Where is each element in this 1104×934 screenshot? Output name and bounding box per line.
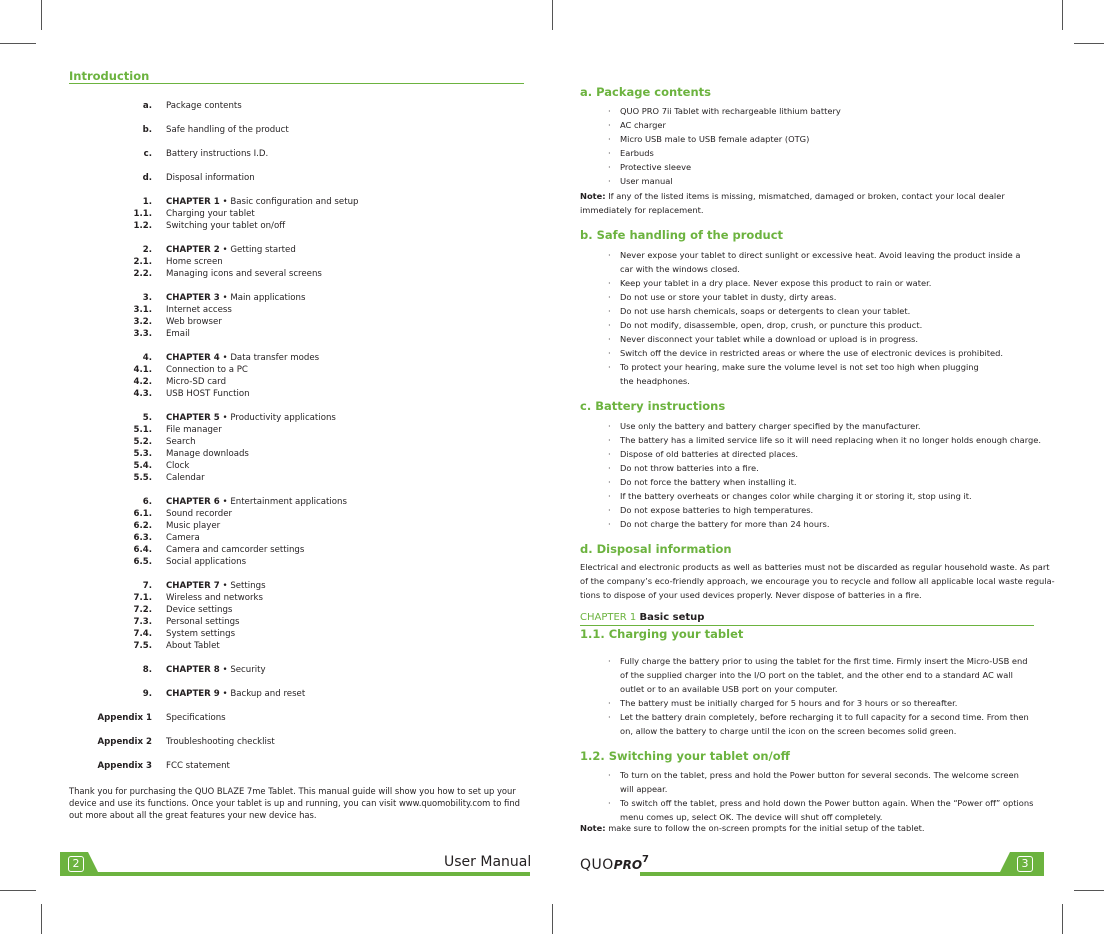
list-item [608, 160, 692, 174]
toc-chapter-label: CHAPTER 2 [166, 245, 220, 255]
toc-label: Camera [166, 533, 200, 543]
list-item-text: Earbuds [620, 148, 654, 158]
toc-number: 6.2. [133, 521, 152, 531]
toc-item[interactable] [0, 220, 1104, 232]
toc-label: FCC statement [166, 761, 230, 771]
note-label: Note: [580, 191, 606, 201]
toc-number: 3.1. [133, 305, 152, 315]
toc-number: 7.3. [133, 617, 152, 627]
toc-chapter-label: CHAPTER 6 [166, 497, 220, 507]
toc-label: Clock [166, 461, 190, 471]
list-item [608, 419, 921, 433]
toc-chapter-label: CHAPTER 8 [166, 665, 220, 675]
list-item-text: To turn on the tablet, press and hold the Power button for several seconds. The welcome screen [620, 770, 1019, 780]
toc-label [166, 352, 319, 364]
list-item-text: To protect your hearing, make sure the volume level is not set too high when plugging [620, 362, 979, 372]
toc-label: About Tablet [166, 641, 220, 651]
switching-title: 1.2. Switching your tablet on/off [580, 749, 790, 763]
crop-mark [1074, 43, 1104, 44]
toc-number: 7.1. [133, 593, 152, 603]
toc-number: 7.2. [133, 605, 152, 615]
list-item [620, 724, 956, 738]
toc-number: a. [142, 101, 152, 111]
safe-handling-title: b. Safe handling of the product [580, 228, 784, 242]
toc-chapter-label: CHAPTER 7 [166, 581, 220, 591]
toc-label: Specifications [166, 713, 226, 723]
toc-item[interactable] [0, 388, 1104, 400]
toc-number: 5.1. [133, 425, 152, 435]
brand-logo [580, 854, 649, 873]
toc-label: Disposal information [166, 173, 255, 183]
list-item-text: Do not charge the battery for more than 24 hours. [620, 519, 830, 529]
toc-item[interactable] [0, 508, 1104, 520]
toc-chapter-title: • Main applications [219, 293, 306, 303]
toc-item[interactable] [0, 544, 1104, 556]
logo-seven: 7 [642, 854, 650, 865]
bullet-icon: · [608, 698, 611, 708]
disposal-paragraph [580, 560, 1055, 602]
toc-number: 1.2. [133, 221, 152, 231]
package-contents-title: a. Package contents [580, 85, 712, 99]
list-item-text: Micro USB male to USB female adapter (OTG) [620, 134, 810, 144]
toc-chapter-title: • Security [219, 665, 266, 675]
bullet-icon: · [608, 491, 611, 501]
bullet-icon: · [608, 712, 611, 722]
chapter-1-note [580, 821, 925, 835]
toc-number: 5.5. [133, 473, 152, 483]
toc-number: 3.2. [133, 317, 152, 327]
toc-label: File manager [166, 425, 222, 435]
list-item-text: AC charger [620, 120, 666, 130]
list-item [608, 290, 837, 304]
toc-number: 4.1. [133, 365, 152, 375]
list-item-text: Use only the battery and battery charger specified by the manufacturer. [620, 421, 921, 431]
battery-instructions-title: c. Battery instructions [580, 399, 726, 413]
toc-label: Sound recorder [166, 509, 233, 519]
toc-label: Music player [166, 521, 221, 531]
crop-mark [1074, 890, 1104, 891]
intro-paragraph: Thank you for purchasing the QUO BLAZE 7me Tablet. This manual guide will show you how to set up your device and use its functions. Once your tablet is up and running, you can visit www.quomobility.com to find out more about all the great features your new device has. [69, 786, 520, 820]
toc-number: 2.1. [133, 257, 152, 267]
list-item [620, 374, 690, 388]
toc-number: d. [142, 173, 152, 183]
toc-item[interactable] [0, 316, 1104, 328]
toc-label: Switching your tablet on/off [166, 221, 286, 231]
list-item [620, 682, 838, 696]
list-item [608, 132, 810, 146]
list-item-text: menu comes up, select OK. The device will shut off completely. [620, 812, 883, 822]
toc-number: b. [142, 125, 152, 135]
list-item [608, 654, 1028, 668]
note-text: make sure to follow the on-screen prompts for the initial setup of the tablet. [605, 823, 925, 833]
toc-number: 3. [142, 293, 152, 303]
toc-label: Safe handling of the product [166, 125, 289, 135]
list-item [608, 304, 911, 318]
list-item-text: Do not force the battery when installing it. [620, 477, 797, 487]
crop-mark [552, 0, 553, 30]
crop-mark [1062, 0, 1063, 30]
right-footer-tab [640, 852, 1044, 876]
toc-chapter-label: CHAPTER 5 [166, 413, 220, 423]
bullet-icon: · [608, 362, 611, 372]
toc-label [166, 412, 336, 424]
toc-label [166, 496, 347, 508]
toc-item[interactable] [0, 172, 1104, 184]
toc-number: 3.3. [133, 329, 152, 339]
toc-number: 6.4. [133, 545, 152, 555]
list-item-text: of the supplied charger into the I/O port on the tablet, and the other end to a standard AC wall [620, 670, 1013, 680]
crop-mark [41, 904, 42, 934]
charging-title: 1.1. Charging your tablet [580, 627, 744, 641]
bullet-icon: · [608, 334, 611, 344]
list-item-text: Do not use or store your tablet in dusty, dirty areas. [620, 292, 837, 302]
toc-item[interactable] [0, 412, 1104, 424]
list-item [608, 104, 841, 118]
list-item-text: Do not use harsh chemicals, soaps or detergents to clean your tablet. [620, 306, 911, 316]
toc-label: Web browser [166, 317, 222, 327]
list-item [608, 318, 923, 332]
chapter-title: Basic setup [639, 612, 705, 623]
bullet-icon: · [608, 477, 611, 487]
toc-number: 6. [142, 497, 152, 507]
list-item [608, 118, 666, 132]
toc-chapter-label: CHAPTER 4 [166, 353, 220, 363]
toc-item[interactable] [0, 268, 1104, 280]
toc-number: 4.3. [133, 389, 152, 399]
toc-number: 8. [142, 665, 152, 675]
note-text: If any of the listed items is missing, mismatched, damaged or broken, contact your local dealer [605, 191, 1005, 201]
toc-label [166, 196, 358, 208]
list-item-text: Switch off the device in restricted areas or where the use of electronic devices is prohibited. [620, 348, 1004, 358]
list-item [608, 796, 1034, 810]
logo-pro: PRO [613, 858, 643, 872]
list-item-text: the headphones. [620, 376, 690, 386]
list-item [608, 489, 972, 503]
toc-item[interactable] [0, 328, 1104, 340]
toc-item[interactable] [0, 148, 1104, 160]
bullet-icon: · [608, 320, 611, 330]
list-item [608, 447, 799, 461]
list-item-text: User manual [620, 176, 673, 186]
bullet-icon: · [608, 421, 611, 431]
toc-number: 5.2. [133, 437, 152, 447]
toc-label: Personal settings [166, 617, 240, 627]
logo-quo: QUO [580, 857, 614, 873]
toc-chapter-title: • Settings [219, 581, 266, 591]
toc-label: Social applications [166, 557, 247, 567]
chapter-label: CHAPTER 1 [580, 612, 637, 623]
toc-number: 4.2. [133, 377, 152, 387]
toc-item[interactable] [0, 616, 1104, 628]
toc-label: Device settings [166, 605, 233, 615]
bullet-icon: · [608, 348, 611, 358]
bullet-icon: · [608, 306, 611, 316]
page-number-left: 2 [68, 856, 84, 872]
disposal-information-title: d. Disposal information [580, 542, 732, 556]
toc-number: 5. [142, 413, 152, 423]
list-item [608, 461, 759, 475]
toc-label: Search [166, 437, 196, 447]
toc-chapter-title: • Productivity applications [219, 413, 336, 423]
crop-mark [0, 890, 36, 891]
toc-label: Battery instructions I.D. [166, 149, 269, 159]
toc-label [166, 244, 296, 256]
note-label: Note: [580, 823, 606, 833]
bullet-icon: · [608, 449, 611, 459]
list-item-text: Dispose of old batteries at directed places. [620, 449, 799, 459]
toc-label: Charging your tablet [166, 209, 255, 219]
toc-label: Manage downloads [166, 449, 249, 459]
disposal-line: of the company’s eco-friendly approach, we encourage you to recycle and follow all applicable local waste regula- [580, 576, 1055, 586]
list-item-text: will appear. [620, 784, 668, 794]
toc-number: 4. [142, 353, 152, 363]
toc-chapter-title: • Entertainment applications [219, 497, 347, 507]
toc-number: 7.4. [133, 629, 152, 639]
package-note [580, 189, 1005, 217]
list-item [608, 346, 1004, 360]
toc-number: 2.2. [133, 269, 152, 279]
toc-label: Home screen [166, 257, 223, 267]
toc-chapter-label: CHAPTER 1 [166, 197, 220, 207]
toc-item[interactable] [0, 124, 1104, 136]
toc-item[interactable] [0, 100, 1104, 112]
toc-label [166, 580, 266, 592]
bullet-icon: · [608, 176, 611, 186]
toc-number: 1.1. [133, 209, 152, 219]
bullet-icon: · [608, 134, 611, 144]
list-item [608, 174, 673, 188]
crop-mark [552, 904, 553, 934]
toc-number: c. [143, 149, 152, 159]
bullet-icon: · [608, 120, 611, 130]
toc-label [166, 292, 305, 304]
toc-item[interactable] [0, 472, 1104, 484]
chapter-1-rule [580, 625, 1034, 626]
list-item-text: QUO PRO 7ii Tablet with rechargeable lithium battery [620, 106, 841, 116]
note-text-2: immediately for replacement. [580, 205, 704, 215]
toc-label: Managing icons and several screens [166, 269, 322, 279]
list-item-text: If the battery overheats or changes color while charging it or storing it, stop using it. [620, 491, 972, 501]
toc-item[interactable] [0, 376, 1104, 388]
bullet-icon: · [608, 505, 611, 515]
list-item-text: Let the battery drain completely, before recharging it to full capacity for a second time. From then [620, 712, 1029, 722]
list-item-text: Keep your tablet in a dry place. Never expose this product to rain or water. [620, 278, 932, 288]
toc-item[interactable] [0, 520, 1104, 532]
list-item [608, 768, 1019, 782]
list-item [620, 782, 667, 796]
list-item [608, 710, 1029, 724]
bullet-icon: · [608, 798, 611, 808]
list-item [608, 517, 830, 531]
list-item [608, 146, 654, 160]
toc-item[interactable] [0, 304, 1104, 316]
page-number-right: 3 [1017, 856, 1033, 872]
crop-mark [1062, 904, 1063, 934]
toc-number: 7. [142, 581, 152, 591]
toc-chapter-title: • Basic configuration and setup [219, 197, 359, 207]
list-item-text: Do not modify, disassemble, open, drop, crush, or puncture this product. [620, 320, 923, 330]
toc-number: Appendix 1 [97, 713, 152, 723]
bullet-icon: · [608, 162, 611, 172]
toc-number: 1. [142, 197, 152, 207]
toc-item[interactable] [0, 448, 1104, 460]
toc-number: Appendix 2 [97, 737, 152, 747]
list-item-text: The battery has a limited service life so it will need replacing when it no longer holds enough charge. [620, 435, 1042, 445]
toc-item[interactable] [0, 640, 1104, 652]
toc-label: Internet access [166, 305, 232, 315]
list-item [620, 668, 1013, 682]
toc-number: 6.1. [133, 509, 152, 519]
list-item-text: Protective sleeve [620, 162, 692, 172]
introduction-rule [69, 83, 524, 84]
toc-label: Calendar [166, 473, 205, 483]
toc-number: 5.3. [133, 449, 152, 459]
toc-chapter-label: CHAPTER 3 [166, 293, 220, 303]
footer-label: User Manual [444, 854, 532, 870]
toc-chapter-title: • Backup and reset [219, 689, 306, 699]
disposal-line: Electrical and electronic products as well as batteries must not be discarded as regular household waste. As part [580, 562, 1050, 572]
toc-chapter-label: CHAPTER 9 [166, 689, 220, 699]
bullet-icon: · [608, 656, 611, 666]
bullet-icon: · [608, 250, 611, 260]
disposal-line: tions to dispose of your used devices properly. Never dispose of batteries in a fire. [580, 590, 922, 600]
crop-mark [0, 43, 36, 44]
bullet-icon: · [608, 435, 611, 445]
toc-number: 6.5. [133, 557, 152, 567]
list-item [608, 696, 958, 710]
bullet-icon: · [608, 463, 611, 473]
crop-mark [41, 0, 42, 30]
toc-chapter-title: • Data transfer modes [219, 353, 320, 363]
toc-number: 9. [142, 689, 152, 699]
list-item [608, 332, 918, 346]
list-item-text: on, allow the battery to charge until the icon on the screen becomes solid green. [620, 726, 957, 736]
toc-item[interactable] [0, 628, 1104, 640]
toc-label: Troubleshooting checklist [166, 737, 275, 747]
list-item-text: Do not expose batteries to high temperatures. [620, 505, 814, 515]
toc-number: 6.3. [133, 533, 152, 543]
list-item-text: Never expose your tablet to direct sunlight or excessive heat. Avoid leaving the product inside a [620, 250, 1021, 260]
list-item-text: car with the windows closed. [620, 264, 740, 274]
toc-item[interactable] [0, 604, 1104, 616]
bullet-icon: · [608, 292, 611, 302]
bullet-icon: · [608, 148, 611, 158]
toc-item[interactable] [0, 460, 1104, 472]
list-item-text: Never disconnect your tablet while a download or upload is in progress. [620, 334, 918, 344]
list-item [608, 360, 979, 374]
toc-number: Appendix 3 [97, 761, 152, 771]
bullet-icon: · [608, 278, 611, 288]
toc-label: Camera and camcorder settings [166, 545, 305, 555]
toc-item[interactable] [0, 532, 1104, 544]
toc-number: 2. [142, 245, 152, 255]
list-item [608, 276, 932, 290]
list-item [608, 433, 1042, 447]
toc-label [166, 688, 305, 700]
toc-label: USB HOST Function [166, 389, 250, 399]
toc-number: 5.4. [133, 461, 152, 471]
toc-label: Package contents [166, 101, 242, 111]
introduction-title: Introduction [69, 69, 150, 83]
toc-number: 7.5. [133, 641, 152, 651]
list-item [608, 475, 797, 489]
list-item [608, 503, 814, 517]
toc-label: Email [166, 329, 190, 339]
toc-item[interactable] [0, 292, 1104, 304]
toc-label: System settings [166, 629, 236, 639]
list-item [608, 248, 1021, 262]
list-item-text: outlet or to an available USB port on your computer. [620, 684, 838, 694]
list-item [620, 262, 740, 276]
toc-label: Micro-SD card [166, 377, 227, 387]
chapter-1-heading [580, 612, 704, 623]
toc-label: Wireless and networks [166, 593, 263, 603]
toc-label: Connection to a PC [166, 365, 248, 375]
list-item-text: To switch off the tablet, press and hold down the Power button again. When the “Power off” options [620, 798, 1034, 808]
bullet-icon: · [608, 106, 611, 116]
list-item-text: Do not throw batteries into a fire. [620, 463, 759, 473]
bullet-icon: · [608, 770, 611, 780]
list-item-text: The battery must be initially charged for 5 hours and for 3 hours or so thereafter. [620, 698, 958, 708]
toc-label [166, 664, 266, 676]
bullet-icon: · [608, 519, 611, 529]
list-item-text: Fully charge the battery prior to using the tablet for the first time. Firmly insert the Micro-USB end [620, 656, 1028, 666]
toc-chapter-title: • Getting started [219, 245, 296, 255]
